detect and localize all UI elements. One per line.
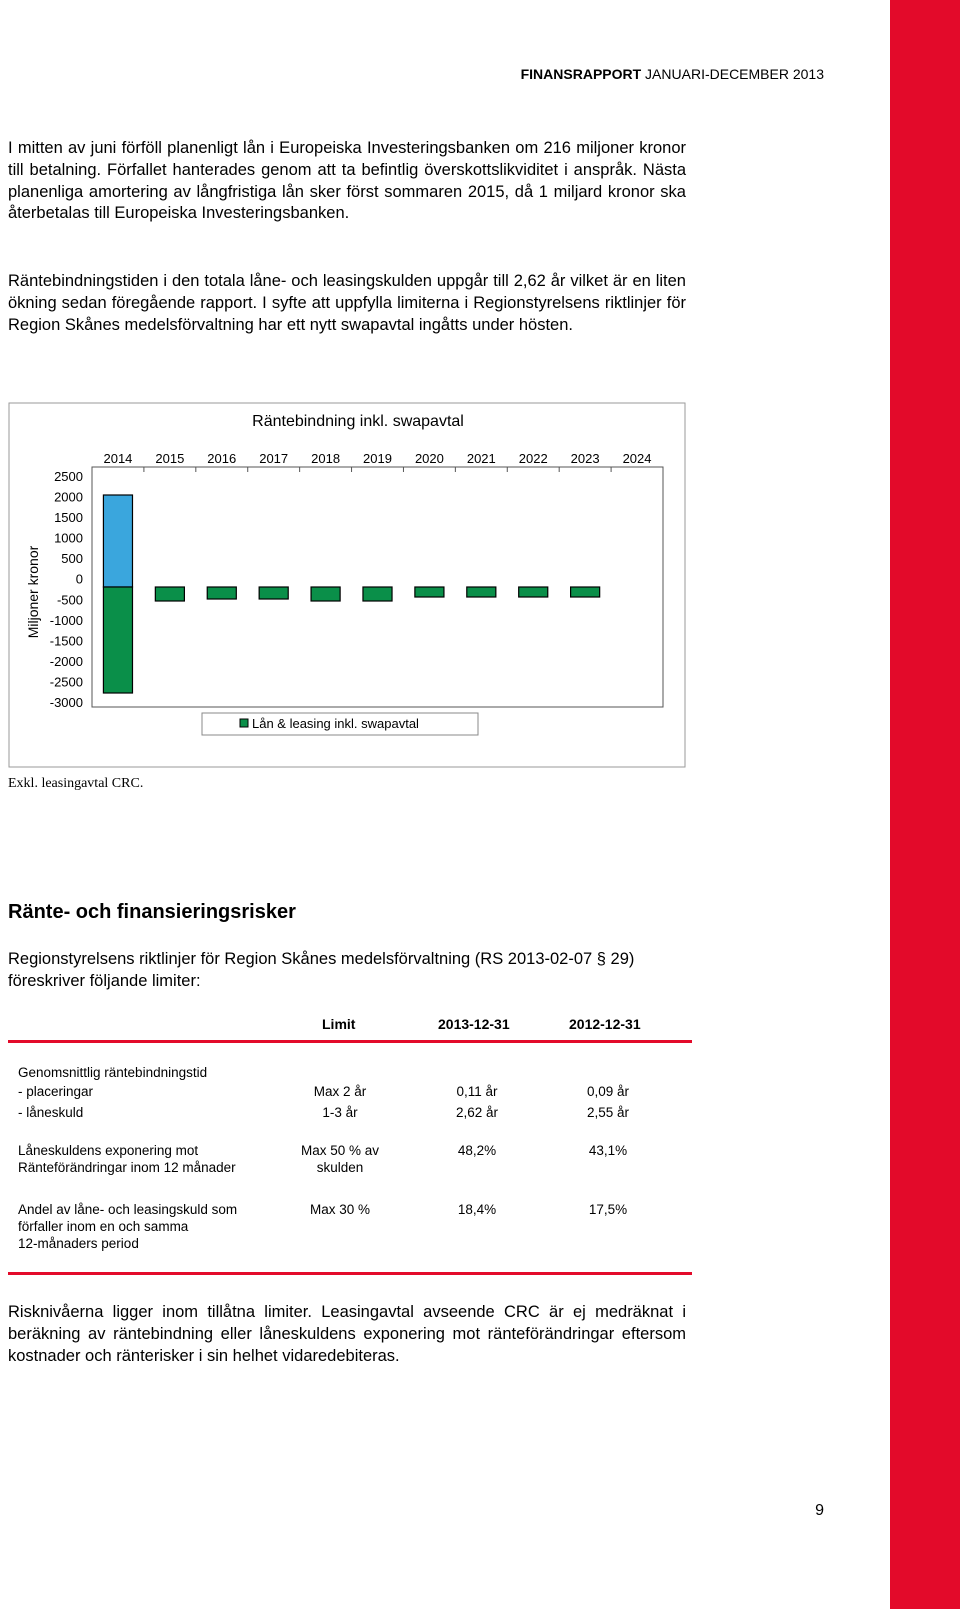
y-tick-label: -2500 <box>49 674 83 690</box>
legend-label: Lån & leasing inkl. swapavtal <box>252 716 419 731</box>
cell-2013-laneskuld: 2,62 år <box>455 1105 499 1120</box>
x-tick-label: 2021 <box>466 451 496 466</box>
bar-2018-negative <box>311 587 340 601</box>
section-intro: Regionstyrelsens riktlinjer för Region Skånes medelsförvaltning (RS 2013-02-07 § 29) föreskriver följande limiter: <box>8 950 635 990</box>
bar-2023-negative <box>571 587 600 597</box>
bar-2021-negative <box>467 587 496 597</box>
x-tick-label: 2017 <box>259 451 289 466</box>
row-label-laneskuld: - låneskuld <box>18 1105 84 1120</box>
x-tick-label: 2014 <box>103 451 133 466</box>
x-tick-label: 2015 <box>155 451 185 466</box>
chart-footnote: Exkl. leasingavtal CRC. <box>8 776 144 791</box>
x-tick-label: 2019 <box>363 451 392 466</box>
cell-limit-placeringar: Max 2 år <box>313 1084 367 1099</box>
cell-2013-placeringar: 0,11 år <box>456 1084 498 1099</box>
x-tick-label: 2023 <box>570 451 600 466</box>
bar-2019-negative <box>363 587 392 601</box>
cell-2013-andel: 18,4% <box>457 1202 497 1217</box>
header-limit: Limit <box>322 1016 356 1032</box>
header-bold: FINANSRAPPORT <box>520 66 642 82</box>
table-top-rule <box>8 1040 692 1043</box>
paragraph-loan-maturity: I mitten av juni förföll planenligt lån i Europeiska Investeringsbanken om 216 miljoner kronor till betalning. Förfallet hanterades genom att ta befintlig överskottslikviditet i anspråk. Nästa planenliga amortering av långfristiga lån sker först sommaren 2015, då 1 miljard kronor ska återbetalas till Europeiska Investeringsbanken. <box>8 139 686 223</box>
y-tick-label: -1500 <box>49 633 83 649</box>
limits-table <box>8 1010 692 1276</box>
chart-svg <box>8 402 686 768</box>
y-tick-label: -500 <box>56 592 83 608</box>
row-label-andel-2: förfaller inom en och samma <box>18 1219 189 1234</box>
x-tick-label: 2020 <box>414 451 444 466</box>
y-tick-label: 0 <box>75 571 83 587</box>
chart-title: Räntebindning inkl. swapavtal <box>252 413 464 430</box>
row-label-exponering-2: Ränteförändringar inom 12 månader <box>18 1160 236 1175</box>
bar-2015-negative <box>155 587 184 601</box>
header-rest: JANUARI-DECEMBER 2013 <box>641 66 824 82</box>
y-tick-label: 500 <box>61 551 83 567</box>
x-tick-label: 2016 <box>207 451 237 466</box>
row-label-andel-1: Andel av låne- och leasingskuld som <box>18 1202 238 1217</box>
x-tick-label: 2022 <box>518 451 548 466</box>
header-2012: 2012-12-31 <box>569 1016 641 1032</box>
cell-2012-laneskuld: 2,55 år <box>586 1105 630 1120</box>
cell-2012-andel: 17,5% <box>588 1202 628 1217</box>
cell-2012-exponering: 43,1% <box>588 1143 628 1158</box>
bar-2020-negative <box>415 587 444 597</box>
bar-2014-negative <box>103 587 132 693</box>
y-tick-label: -3000 <box>49 695 83 710</box>
cell-limit-laneskuld: 1-3 år <box>322 1105 358 1120</box>
row-label-placeringar: - placeringar <box>18 1084 94 1099</box>
x-tick-label: 2018 <box>311 451 341 466</box>
row-label-exponering-1: Låneskuldens exponering mot <box>18 1143 199 1158</box>
bar-2022-negative <box>519 587 548 597</box>
paragraph-risk-levels: Risknivåerna ligger inom tillåtna limiter. Leasingavtal avseende CRC är ej medräknat i beräkning av räntebindning eller låneskuldens exponering mot ränteförändringar eftersom kostnader och ränterisker i sin helhet vidaredebiteras. <box>8 1303 686 1365</box>
cell-2013-exponering: 48,2% <box>457 1143 497 1158</box>
cell-limit-exponering-1: Max 50 % av <box>300 1143 380 1158</box>
page-number: 9 <box>815 1502 824 1519</box>
bar-2016-negative <box>207 587 236 599</box>
cell-limit-andel: Max 30 % <box>309 1202 371 1217</box>
paragraph-interest-binding: Räntebindningstiden i den totala låne- och leasingskulden uppgår till 2,62 år vilket är en liten ökning sedan föregående rapport. I syfte att uppfylla limiterna i Regionstyrelsens riktlinjer för Region Skånes medelsförvaltning har ett nytt swapavtal ingåtts under hösten. <box>8 272 686 334</box>
y-tick-label: -2000 <box>49 653 83 669</box>
header-2013: 2013-12-31 <box>438 1016 510 1032</box>
y-tick-label: 2000 <box>54 489 83 505</box>
bar-2014-positive <box>103 495 132 587</box>
y-tick-label: 1500 <box>54 510 83 526</box>
y-tick-label: 2500 <box>54 469 83 484</box>
y-tick-label: -1000 <box>49 612 83 628</box>
bar-2017-negative <box>259 587 288 599</box>
report-header <box>480 66 824 82</box>
cell-2012-placeringar: 0,09 år <box>586 1084 630 1099</box>
row-label-andel-3: 12-månaders period <box>18 1236 139 1251</box>
group-title: Genomsnittlig räntebindningstid <box>18 1065 208 1080</box>
x-tick-label: 2024 <box>622 451 652 466</box>
chart-y-label: Miljoner kronor <box>25 545 41 639</box>
chart-container <box>8 402 686 768</box>
y-tick-label: 1000 <box>54 530 83 546</box>
legend-swatch <box>240 719 248 727</box>
section-title: Ränte- och finansieringsrisker <box>8 901 296 923</box>
red-side-bar <box>890 0 960 1609</box>
table-bottom-rule <box>8 1272 692 1275</box>
cell-limit-exponering-2: skulden <box>316 1160 364 1175</box>
